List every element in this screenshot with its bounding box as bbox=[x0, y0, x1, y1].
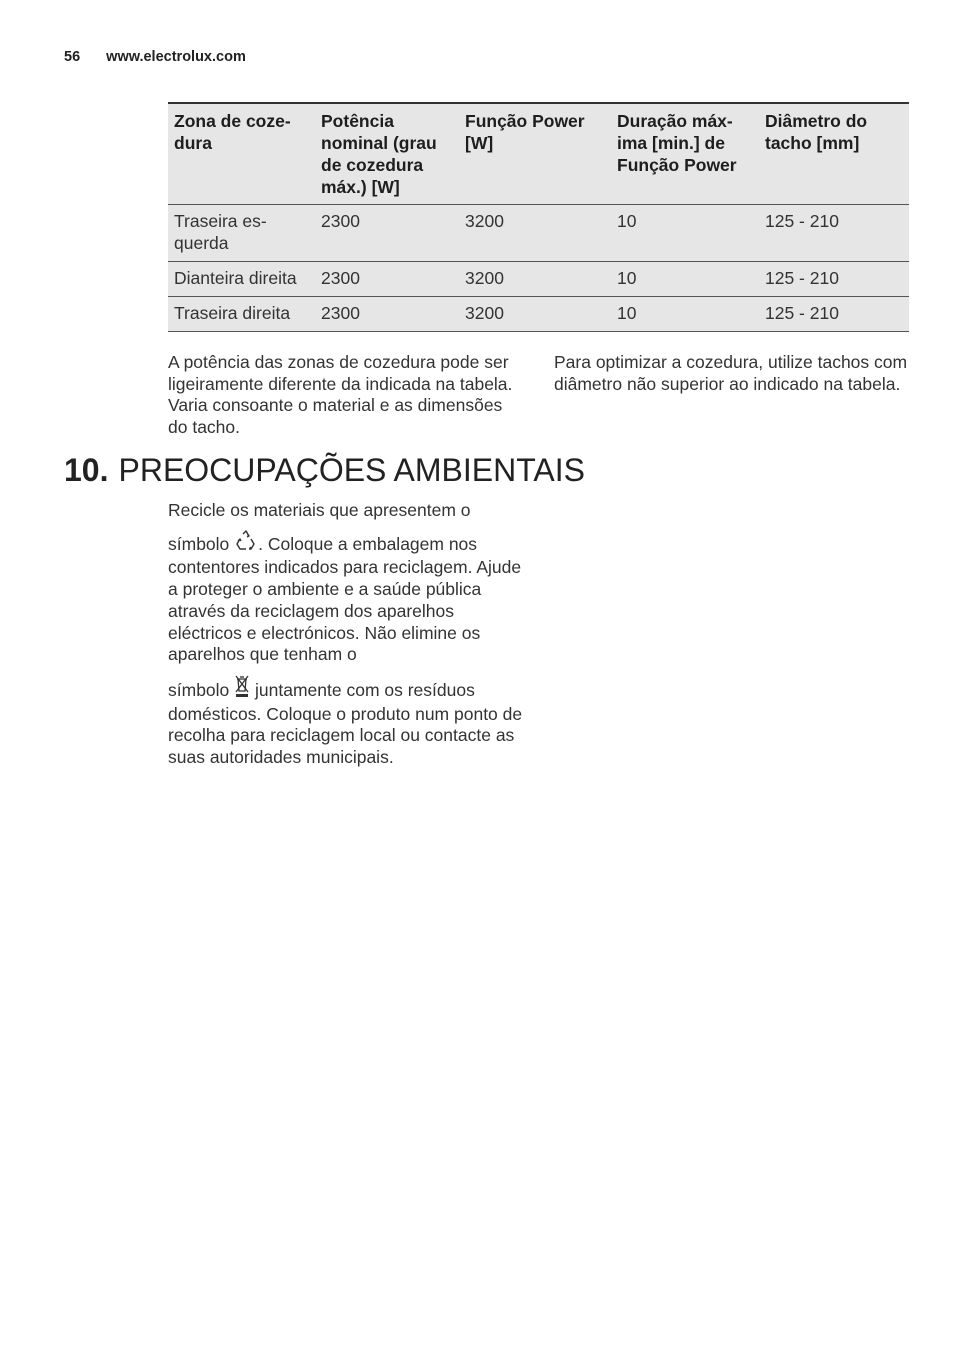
table-cell: Traseira direita bbox=[174, 303, 291, 323]
section-title: PREOCUPAÇÕES AMBIENTAIS bbox=[118, 452, 585, 488]
col-power-function-header: Função Power [W] bbox=[465, 111, 585, 153]
table-cell: 3200 bbox=[465, 268, 504, 288]
table-cell: 10 bbox=[617, 303, 637, 323]
table-cell: Traseira es- querda bbox=[174, 211, 267, 253]
table-cell: 125 - 210 bbox=[765, 268, 839, 288]
power-variation-note: A potência das zonas de cozedura pode ser ligeiramente diferente da indicada na tabela. Varia consoante o material e as dimensões do tacho. bbox=[168, 352, 513, 438]
table-cell: 2300 bbox=[321, 268, 360, 288]
table-row bbox=[168, 297, 909, 332]
env-text: . Coloque a embalagem nos contentores indicados para reciclagem. Ajude a proteger o ambiente e a saúde pública através da reciclagem dos aparelhos eléctricos e electrónicos. Não elimine os aparelhos que tenham o bbox=[168, 533, 522, 665]
section-number: 10. bbox=[64, 452, 109, 488]
col-power-header: Potência nominal (grau de cozedura máx.) [W] bbox=[321, 111, 437, 197]
page-header bbox=[64, 49, 246, 65]
crossed-bin-icon bbox=[234, 674, 250, 704]
col-diameter-header: Diâmetro do tacho [mm] bbox=[765, 111, 868, 153]
table-header-row bbox=[168, 103, 909, 205]
table-cell: 3200 bbox=[465, 303, 504, 323]
env-text: Recicle os materiais que apresentem o bbox=[168, 500, 471, 520]
col-zone-header: Zona de coze- dura bbox=[174, 111, 291, 153]
table-cell: Dianteira direita bbox=[174, 268, 297, 288]
table-row bbox=[168, 205, 909, 262]
env-text: juntamente com os resíduos domésticos. Coloque o produto num ponto de recolha para reciclagem local ou contacte as suas autoridades municipais. bbox=[168, 679, 523, 768]
section-heading bbox=[64, 448, 585, 492]
cooking-zones-table bbox=[168, 102, 909, 332]
col-duration-header: Duração máx- ima [min.] de Função Power bbox=[617, 111, 737, 175]
table-cell: 3200 bbox=[465, 211, 504, 231]
env-text: símbolo bbox=[168, 533, 230, 554]
table-row bbox=[168, 262, 909, 297]
table-cell: 2300 bbox=[321, 211, 360, 231]
site-url: www.electrolux.com bbox=[106, 49, 246, 65]
pan-diameter-note: Para optimizar a cozedura, utilize tachos com diâmetro não superior ao indicado na tabela. bbox=[554, 352, 908, 394]
table-cell: 10 bbox=[617, 268, 637, 288]
recycle-icon bbox=[234, 530, 258, 558]
table-cell: 125 - 210 bbox=[765, 211, 839, 231]
table-cell: 125 - 210 bbox=[765, 303, 839, 323]
environment-paragraph bbox=[168, 500, 528, 769]
env-text: símbolo bbox=[168, 679, 230, 700]
table-cell: 10 bbox=[617, 211, 637, 231]
page-number: 56 bbox=[64, 49, 81, 65]
table-cell: 2300 bbox=[321, 303, 360, 323]
